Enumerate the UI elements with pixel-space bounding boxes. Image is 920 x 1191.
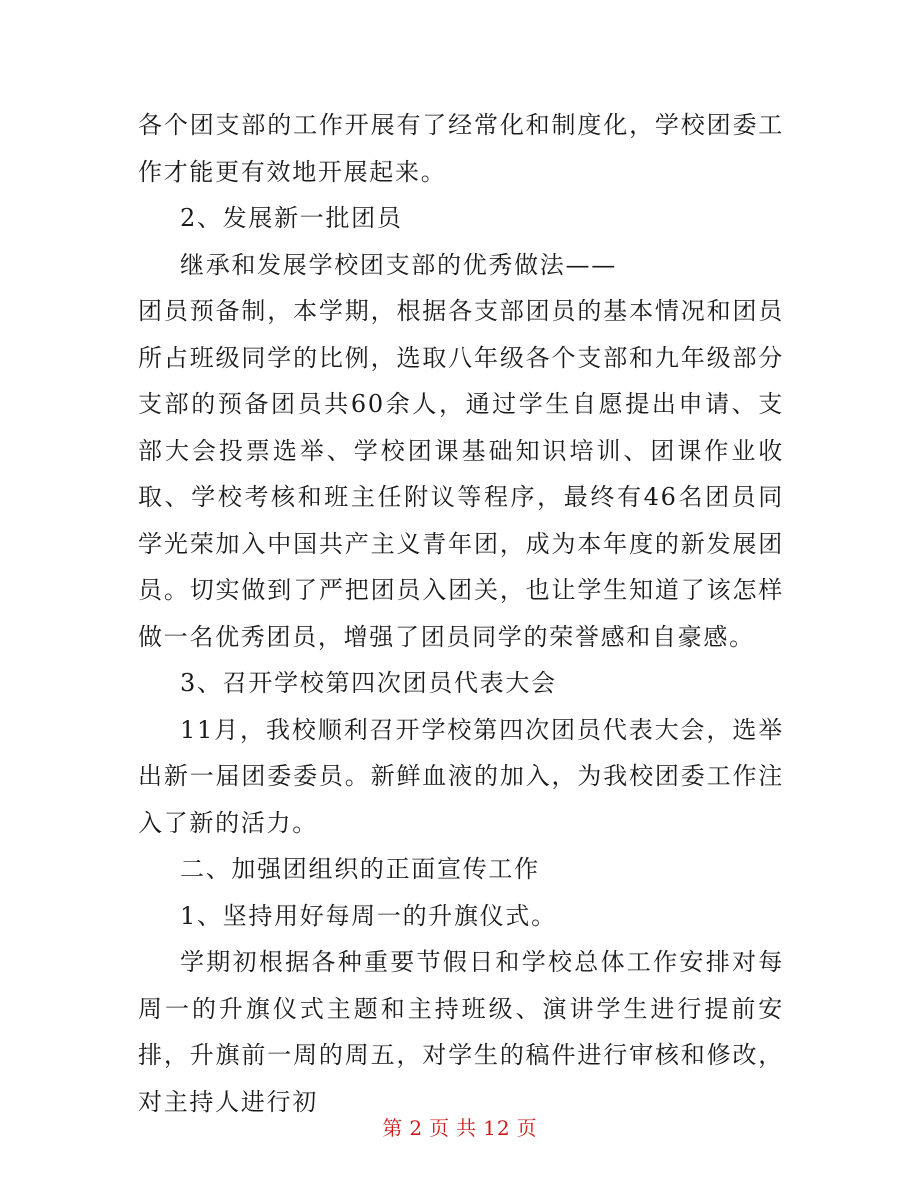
heading-develop-new-members: 2、发展新一批团员 — [180, 204, 403, 232]
heading-publicity-work: 二、加强团组织的正面宣传工作 — [180, 855, 540, 883]
footer-total-pages: 12 — [483, 1116, 511, 1140]
paragraph-november-congress: 11月，我校顺利召开学校第四次团员代表大会，选举出新一届团委委员。新鲜血液的加入，为我校团委工作注入了新的活力。 — [138, 715, 784, 837]
footer-suffix: 页 — [516, 1116, 538, 1140]
heading-fourth-congress: 3、召开学校第四次团员代表大会 — [180, 669, 557, 697]
paragraph-flag-ceremony-details: 学期初根据各种重要节假日和学校总体工作安排对每周一的升旗仪式主题和主持班级、演讲学生进行提前安排，升旗前一周的周五，对学生的稿件进行审核和修改，对主持人进行初 — [138, 948, 784, 1116]
footer-current-page: 2 — [409, 1116, 424, 1140]
paragraph-inherit-practice: 继承和发展学校团支部的优秀做法—— — [180, 250, 617, 279]
heading-flag-ceremony: 1、坚持用好每周一的升旗仪式。 — [180, 901, 557, 930]
paragraph-intro-continuation: 各个团支部的工作开展有了经常化和制度化，学校团委工作才能更有效地开展起来。 — [138, 111, 784, 186]
paragraph-probation-system: 团员预备制，本学期，根据各支部团员的基本情况和团员所占班级同学的比例，选取八年级各个支部和九年级部分支部的预备团员共60余人，通过学生自愿提出申请、支部大会投票选举、学校团课基础知识培训、团课作业收取、学校考核和班主任附议等程序，最终有46名团员同学光荣加入中国共产主义青年团，成为本年度的新发展团员。切实做到了严把团员入团关，也让学生知道了该怎样做一名优秀团员，增强了团员同学的荣誉感和自豪感。 — [138, 297, 784, 651]
footer-prefix: 第 — [382, 1116, 404, 1140]
document-body — [138, 102, 784, 1125]
footer-page-word: 页 — [429, 1116, 451, 1140]
page-number-footer — [0, 1112, 920, 1141]
footer-total-prefix: 共 — [456, 1116, 478, 1140]
